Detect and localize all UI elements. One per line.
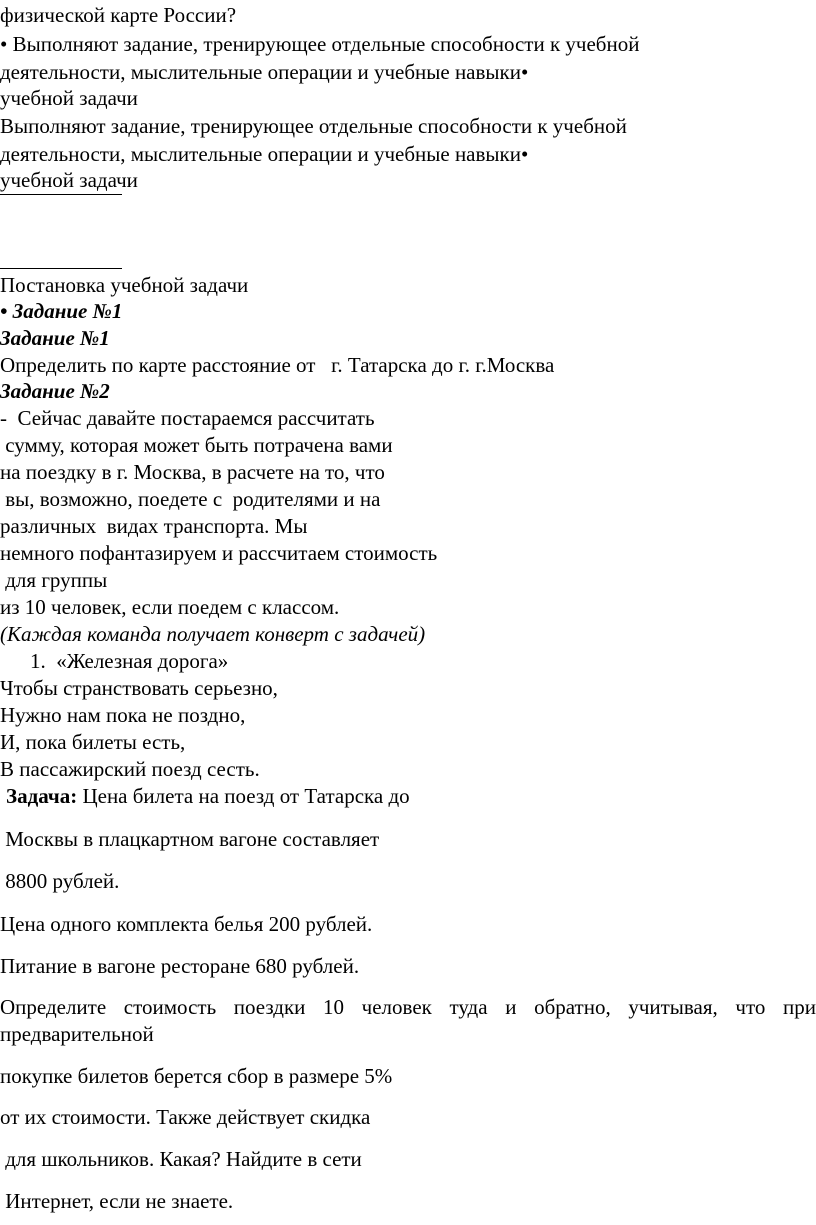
text-line: 8800 рублей. <box>0 869 120 893</box>
poem-line: Нужно нам пока не поздно, <box>0 703 246 727</box>
text-line: физической карте России? <box>0 3 237 27</box>
text-line: Интернет, если не знаете. <box>0 1189 234 1213</box>
text-line: Определите стоимость поездки 10 человек туда и обратно, учитывая, что при <box>0 995 816 1019</box>
text-line: деятельности, мыслительные операции и учебные навыки• <box>0 142 529 166</box>
separator-line <box>0 268 122 269</box>
text-line: - Сейчас давайте постараемся рассчитать <box>0 406 375 430</box>
text-line: для школьников. Какая? Найдите в сети <box>0 1147 362 1171</box>
text-line: различных видах транспорта. Мы <box>0 514 308 538</box>
text-line: покупке билетов берется сбор в размере 5% <box>0 1064 393 1088</box>
poem-line: Чтобы странствовать серьезно, <box>0 676 278 700</box>
text-line: сумму, которая может быть потрачена вами <box>0 433 393 457</box>
text-line: Определить по карте расстояние от г. Татарска до г. г.Москва <box>0 353 555 377</box>
task-heading: Задание №1 <box>0 326 110 350</box>
text-line: вы, возможно, поедете с родителями и на <box>0 487 381 511</box>
text-line: Москвы в плацкартном вагоне составляет <box>0 827 380 851</box>
separator-line <box>0 194 122 195</box>
text-line: на поездку в г. Москва, в расчете на то, что <box>0 460 385 484</box>
text-line: предварительной <box>0 1022 154 1046</box>
text-line: Выполняют задание, тренирующее отдельные способности к учебной <box>0 114 627 138</box>
task-label: Задача: <box>6 784 78 808</box>
text-line: от их стоимости. Также действует скидка <box>0 1105 371 1129</box>
poem-line: В пассажирский поезд сесть. <box>0 757 260 781</box>
text-line: учебной задачи <box>0 86 138 110</box>
task-line <box>6 783 410 809</box>
poem-line: И, пока билеты есть, <box>0 730 186 754</box>
list-item: 1. «Железная дорога» <box>30 649 229 673</box>
text-line: Питание в вагоне ресторане 680 рублей. <box>0 954 360 978</box>
section-heading: Постановка учебной задачи <box>0 273 249 297</box>
text-line: для группы <box>0 568 108 592</box>
text-line: немного пофантазируем и рассчитаем стоимость <box>0 541 438 565</box>
text-line: учебной задачи <box>0 168 138 192</box>
text-line: (Каждая команда получает конверт с задачей) <box>0 622 426 646</box>
bullet-item: • Задание №1 <box>0 299 123 323</box>
bullet-item: • Выполняют задание, тренирующее отдельные способности к учебной <box>0 32 640 56</box>
text-line: Цена одного комплекта белья 200 рублей. <box>0 912 373 936</box>
text-line: деятельности, мыслительные операции и учебные навыки• <box>0 60 529 84</box>
text-line: из 10 человек, если поедем с классом. <box>0 595 340 619</box>
task-heading: Задание №2 <box>0 379 110 403</box>
task-text: Цена билета на поезд от Татарска до <box>77 784 410 808</box>
